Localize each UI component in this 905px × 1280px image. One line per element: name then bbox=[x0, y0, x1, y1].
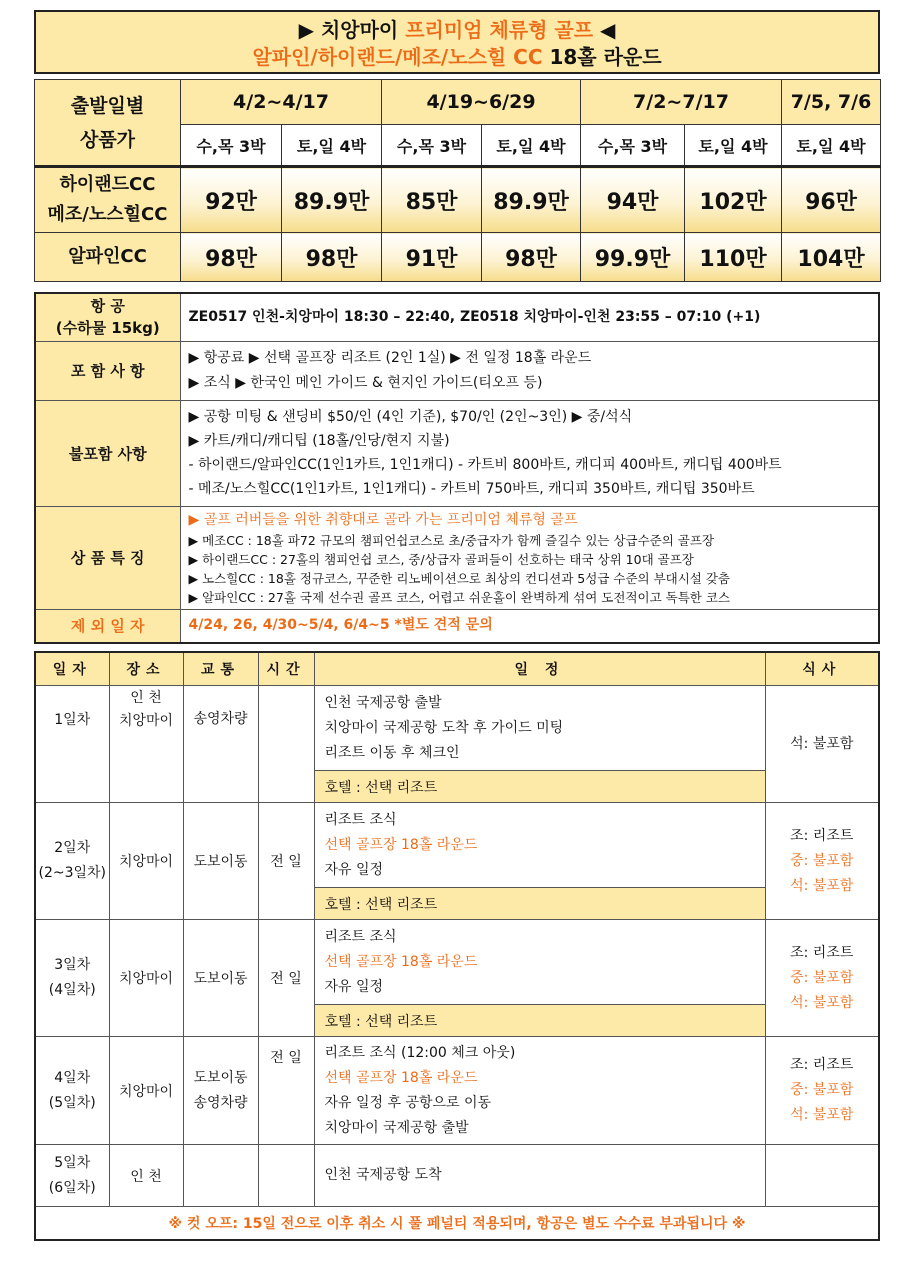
price-cell: 98만 bbox=[181, 233, 282, 282]
stay-subheader: 토,일 4박 bbox=[482, 125, 581, 167]
subtitle-suffix: 18홀 라운드 bbox=[542, 45, 662, 69]
schedule-cell bbox=[314, 1037, 765, 1145]
included-content bbox=[180, 341, 879, 400]
price-cell: 98만 bbox=[482, 233, 581, 282]
price-cell: 110만 bbox=[685, 233, 782, 282]
meal-line: 석: 불포함 bbox=[790, 994, 854, 1011]
included-label: 포 함 사 항 bbox=[35, 341, 180, 400]
stay-subheader: 토,일 4박 bbox=[685, 125, 782, 167]
price-cell: 96만 bbox=[782, 167, 881, 233]
cutoff-note: ※ 컷 오프: 15일 전으로 이후 취소 시 풀 페널티 적용되며, 항공은 별도 수수료 부과됩니다 ※ bbox=[35, 1207, 879, 1241]
feature-line: ▶ 노스힐CC : 18홀 정규코스, 꾸준한 리노베이션으로 최상의 컨디션과 5성급 수준의 부대시설 갖춤 bbox=[188, 570, 730, 586]
meal-line: 조: 리조트 bbox=[790, 827, 854, 844]
schedule-line: 리조트 이동 후 체크인 bbox=[324, 744, 460, 761]
golf-line: 선택 골프장 18홀 라운드 bbox=[324, 836, 478, 853]
title-suffix: ◀ bbox=[593, 18, 616, 42]
time-cell: 전 일 bbox=[258, 1037, 314, 1145]
stay-subheader: 수,목 3박 bbox=[181, 125, 282, 167]
schedule-cell bbox=[314, 686, 765, 771]
schedule-line: 리조트 조식 bbox=[324, 811, 397, 828]
transport-cell bbox=[183, 1145, 258, 1207]
included-line: ▶ 항공료 ▶ 선택 골프장 리조트 (2인 1실) ▶ 전 일정 18홀 라운드 bbox=[188, 349, 592, 366]
feature-line: ▶ 메조CC : 18홀 파72 규모의 챔피언쉽코스로 초/중급자가 함께 즐길수 있는 상급수준의 골프장 bbox=[188, 532, 715, 548]
title-prefix: ▶ 치앙마이 bbox=[298, 18, 406, 42]
meal-cell: 석: 불포함 bbox=[765, 686, 879, 803]
period-header: 7/2~7/17 bbox=[581, 80, 782, 125]
day-cell: 3일차 (4일차) bbox=[35, 920, 109, 1037]
price-cell: 89.9만 bbox=[482, 167, 581, 233]
meal-line: 중: 불포함 bbox=[790, 969, 854, 986]
excluded-content bbox=[180, 400, 879, 506]
time-cell: 전 일 bbox=[258, 920, 314, 1037]
period-header: 4/19~6/29 bbox=[382, 80, 581, 125]
meal-line: 중: 불포함 bbox=[790, 1082, 854, 1098]
header-transport: 교통 bbox=[183, 652, 258, 686]
flight-label: 항 공 (수하물 15kg) bbox=[35, 293, 180, 341]
title-line-1 bbox=[36, 17, 878, 44]
price-cell: 104만 bbox=[782, 233, 881, 282]
schedule-cell bbox=[314, 920, 765, 1005]
meal-line: 석: 불포함 bbox=[790, 1107, 854, 1123]
price-cell: 102만 bbox=[685, 167, 782, 233]
meal-cell bbox=[765, 803, 879, 920]
schedule-cell: 인천 국제공항 도착 bbox=[314, 1145, 765, 1207]
day-cell: 1일차 bbox=[35, 686, 109, 803]
price-row-label: 하이랜드CC 메조/노스힐CC bbox=[35, 167, 181, 233]
flight-content: ZE0517 인천-치앙마이 18:30 – 22:40, ZE0518 치앙마이-인천 23:55 – 07:10 (+1) bbox=[180, 293, 879, 341]
schedule-line: 리조트 조식 bbox=[324, 928, 397, 945]
schedule-line: 자유 일정 bbox=[324, 861, 384, 878]
schedule-line: 리조트 조식 (12:00 체크 아웃) bbox=[324, 1044, 516, 1061]
header-schedule: 일 정 bbox=[314, 652, 765, 686]
transport-cell: 송영차량 bbox=[183, 686, 258, 803]
day-cell: 4일차 (5일차) bbox=[35, 1037, 109, 1145]
excluded-dates-label: 제 외 일 자 bbox=[35, 609, 180, 643]
features-label: 상 품 특 징 bbox=[35, 506, 180, 609]
price-corner: 출발일별 상품가 bbox=[35, 80, 181, 167]
hotel-cell: 호텔 : 선택 리조트 bbox=[314, 771, 765, 803]
time-cell: 전 일 bbox=[258, 803, 314, 920]
features-headline: ▶ 골프 러버들을 위한 취향대로 골라 가는 프리미엄 체류형 골프 bbox=[188, 511, 578, 528]
meal-line: 조: 리조트 bbox=[790, 944, 854, 961]
meal-line: 조: 리조트 bbox=[790, 1057, 854, 1073]
subtitle-highlight: 알파인/하이랜드/메조/노스힐 CC bbox=[252, 45, 543, 69]
time-cell bbox=[258, 1145, 314, 1207]
day-cell: 5일차 (6일차) bbox=[35, 1145, 109, 1207]
price-cell: 85만 bbox=[382, 167, 482, 233]
place-cell: 인 천 치앙마이 bbox=[109, 686, 183, 803]
price-cell: 91만 bbox=[382, 233, 482, 282]
place-cell: 치앙마이 bbox=[109, 803, 183, 920]
excluded-dates-content: 4/24, 26, 4/30~5/4, 6/4~5 *별도 견적 문의 bbox=[180, 609, 879, 643]
price-cell: 99.9만 bbox=[581, 233, 685, 282]
transport-cell: 도보이동 bbox=[183, 920, 258, 1037]
day-cell: 2일차 (2~3일차) bbox=[35, 803, 109, 920]
title-highlight: 프리미엄 체류형 골프 bbox=[405, 18, 594, 42]
price-cell: 89.9만 bbox=[282, 167, 382, 233]
stay-subheader: 수,목 3박 bbox=[382, 125, 482, 167]
time-cell bbox=[258, 686, 314, 803]
features-content bbox=[180, 506, 879, 609]
header-place: 장소 bbox=[109, 652, 183, 686]
period-header: 4/2~4/17 bbox=[181, 80, 382, 125]
excluded-line: ▶ 공항 미팅 & 샌딩비 $50/인 (4인 기준), $70/인 (2인~3인) ▶ 중/석식 bbox=[188, 409, 633, 425]
meal-cell bbox=[765, 920, 879, 1037]
excluded-line: - 하이랜드/알파인CC(1인1카트, 1인1캐디) - 카트비 800바트, 캐디피 400바트, 캐디팁 400바트 bbox=[188, 457, 782, 473]
itinerary-table bbox=[34, 651, 880, 1241]
golf-line: 선택 골프장 18홀 라운드 bbox=[324, 953, 478, 970]
hotel-cell: 호텔 : 선택 리조트 bbox=[314, 1005, 765, 1037]
price-cell: 94만 bbox=[581, 167, 685, 233]
included-line: ▶ 조식 ▶ 한국인 메인 가이드 & 현지인 가이드(티오프 등) bbox=[188, 374, 543, 391]
feature-line: ▶ 하이랜드CC : 27홀의 챔피언쉽 코스, 중/상급자 골퍼들이 선호하는 태국 상위 10대 골프장 bbox=[188, 551, 694, 567]
feature-line: ▶ 알파인CC : 27홀 국제 선수권 골프 코스, 어렵고 쉬운홀이 완벽하게 섞여 도전적이고 독특한 코스 bbox=[188, 589, 730, 605]
stay-subheader: 수,목 3박 bbox=[581, 125, 685, 167]
header-date: 일자 bbox=[35, 652, 109, 686]
title-line-2 bbox=[36, 44, 878, 71]
meal-cell bbox=[765, 1037, 879, 1145]
title-banner bbox=[34, 10, 880, 74]
price-cell: 98만 bbox=[282, 233, 382, 282]
transport-cell: 도보이동 송영차량 bbox=[183, 1037, 258, 1145]
excluded-line: - 메조/노스힐CC(1인1카트, 1인1캐디) - 카트비 750바트, 캐디피 350바트, 캐디팁 350바트 bbox=[188, 481, 755, 497]
period-header: 7/5, 7/6 bbox=[782, 80, 881, 125]
meal-line: 중: 불포함 bbox=[790, 852, 854, 869]
place-cell: 치앙마이 bbox=[109, 920, 183, 1037]
transport-cell: 도보이동 bbox=[183, 803, 258, 920]
hotel-cell: 호텔 : 선택 리조트 bbox=[314, 888, 765, 920]
header-meal: 식사 bbox=[765, 652, 879, 686]
schedule-line: 인천 국제공항 출발 bbox=[324, 694, 442, 711]
schedule-line: 자유 일정 bbox=[324, 978, 384, 995]
meal-line: 석: 불포함 bbox=[790, 877, 854, 894]
excluded-line: ▶ 카트/캐디/캐디팁 (18홀/인당/현지 지불) bbox=[188, 433, 450, 449]
schedule-cell bbox=[314, 803, 765, 888]
schedule-line: 치앙마이 국제공항 출발 bbox=[324, 1119, 469, 1136]
schedule-line: 치앙마이 국제공항 도착 후 가이드 미팅 bbox=[324, 719, 564, 736]
schedule-line: 자유 일정 후 공항으로 이동 bbox=[324, 1094, 492, 1111]
meal-cell bbox=[765, 1145, 879, 1207]
excluded-label: 불포함 사항 bbox=[35, 400, 180, 506]
stay-subheader: 토,일 4박 bbox=[282, 125, 382, 167]
place-cell: 치앙마이 bbox=[109, 1037, 183, 1145]
price-cell: 92만 bbox=[181, 167, 282, 233]
stay-subheader: 토,일 4박 bbox=[782, 125, 881, 167]
place-cell: 인 천 bbox=[109, 1145, 183, 1207]
price-row-label: 알파인CC bbox=[35, 233, 181, 282]
golf-line: 선택 골프장 18홀 라운드 bbox=[324, 1069, 478, 1086]
header-time: 시간 bbox=[258, 652, 314, 686]
price-table bbox=[34, 79, 881, 282]
info-table bbox=[34, 292, 880, 644]
